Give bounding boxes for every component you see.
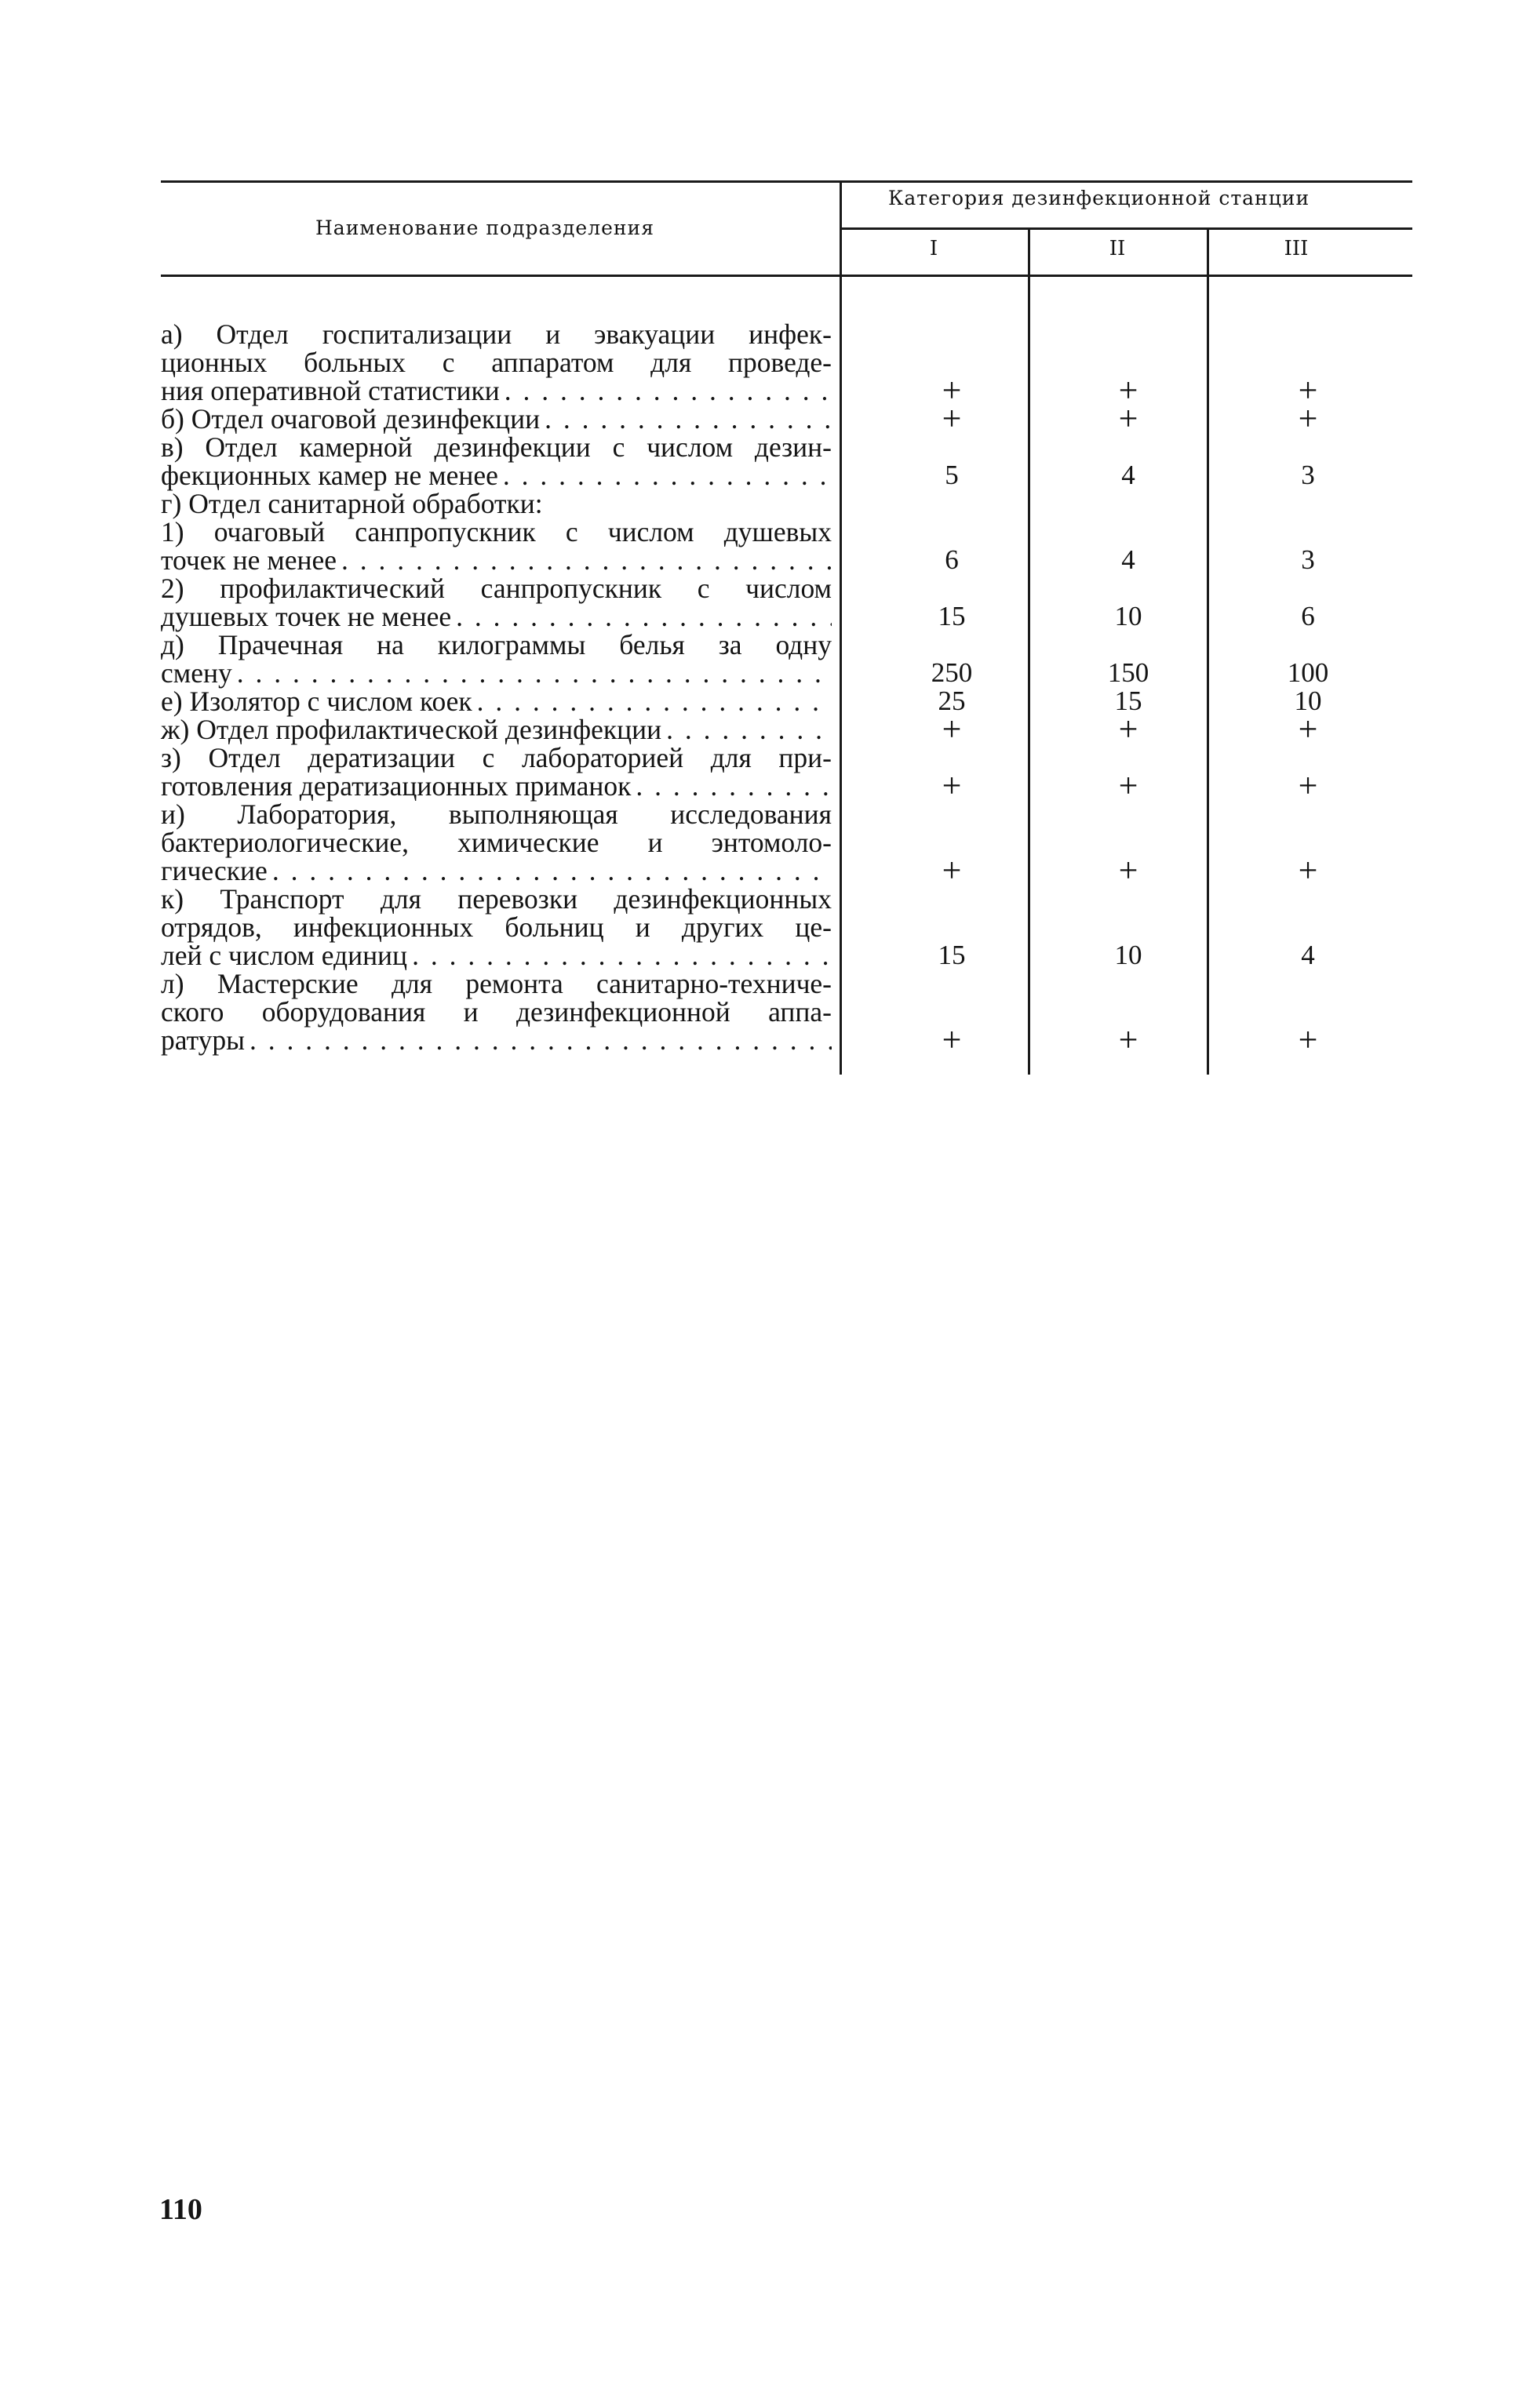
row-label-line	[161, 489, 832, 518]
table-row	[161, 742, 1416, 805]
row-label-line	[161, 348, 832, 376]
row-label-line	[161, 574, 832, 602]
row-label-text: лей с числом единиц	[161, 940, 408, 971]
row-label-line	[161, 828, 832, 857]
row-label	[161, 489, 832, 518]
row-label-text: з) Отдел дератизации с лабораторией для при-	[161, 742, 832, 773]
category-1-value: 5	[945, 460, 959, 490]
row-label-text: точек не менее	[161, 544, 337, 576]
row-values	[161, 851, 1416, 889]
table-row	[161, 433, 1416, 489]
row-label-text: готовления дератизационных приманок	[161, 770, 632, 802]
category-1-value: +	[942, 399, 962, 438]
row-label-text: д) Прачечная на килограммы белья за одну	[161, 629, 832, 660]
category-1-value: 15	[938, 601, 966, 631]
table-row	[161, 399, 1416, 438]
page-number: 110	[159, 2193, 202, 2226]
row-values	[161, 710, 1416, 748]
category-3-value: 3	[1301, 544, 1315, 575]
row-label-line	[161, 998, 832, 1026]
category-2-value: 15	[1114, 686, 1142, 716]
category-2-value: 10	[1114, 940, 1142, 970]
category-1-value: 25	[938, 686, 966, 716]
category-2-value: +	[1118, 1020, 1138, 1059]
category-1-value: +	[942, 710, 962, 748]
category-2-value: 4	[1121, 460, 1135, 490]
row-values	[161, 399, 1416, 438]
category-2-value: 10	[1114, 601, 1142, 631]
row-label-text: г) Отдел санитарной обработки:	[161, 488, 543, 519]
column-header-name: Наименование подразделения	[315, 216, 654, 239]
row-label-text: отрядов, инфекционных больниц и других це-	[161, 911, 832, 943]
table-row	[161, 574, 1416, 631]
row-values	[161, 687, 1416, 715]
row-label-line	[161, 631, 832, 659]
category-2-value: +	[1118, 766, 1138, 805]
category-3-value: 4	[1301, 940, 1315, 970]
category-3-value: +	[1298, 371, 1318, 409]
table-row	[161, 518, 1416, 574]
row-label-text: и) Лаборатория, выполняющая исследования	[161, 798, 832, 830]
category-3-value: +	[1298, 710, 1318, 748]
row-label-text: ния оперативной статистики	[161, 375, 500, 406]
row-label-text: гические	[161, 855, 268, 886]
row-label-text: душевых точек не менее	[161, 601, 452, 632]
category-header-3: III	[1284, 237, 1309, 260]
table-row	[161, 318, 1416, 409]
row-label-line	[161, 518, 832, 546]
category-1-value: +	[942, 371, 962, 409]
category-2-value: +	[1118, 399, 1138, 438]
category-1-value: 6	[945, 544, 959, 575]
category-3-value: +	[1298, 399, 1318, 438]
row-label-line	[161, 800, 832, 828]
row-label-text: е) Изолятор с числом коек	[161, 686, 472, 717]
row-label-line	[161, 320, 832, 348]
row-values	[161, 602, 1416, 631]
category-1-value: 250	[931, 657, 973, 688]
row-label-text: 2) профилактический санпропускник с числом	[161, 573, 832, 604]
category-3-value: 3	[1301, 460, 1315, 490]
row-label-text: б) Отдел очаговой дезинфекции	[161, 403, 541, 435]
category-3-value: +	[1298, 851, 1318, 889]
category-3-value: +	[1298, 766, 1318, 805]
table-row	[161, 631, 1416, 687]
category-2-value: +	[1118, 371, 1138, 409]
row-label-text: ратуры	[161, 1024, 245, 1056]
table-row	[161, 885, 1416, 969]
row-label-text: смену	[161, 657, 232, 689]
table-row	[161, 710, 1416, 748]
row-label-line	[161, 744, 832, 772]
category-2-value: +	[1118, 851, 1138, 889]
row-label-text: фекционных камер не менее	[161, 460, 498, 491]
row-label-line	[161, 913, 832, 941]
row-label-text: к) Транспорт для перевозки дезинфекционных	[161, 883, 832, 915]
table-row	[161, 968, 1416, 1059]
category-1-value: +	[942, 851, 962, 889]
table-row	[161, 489, 1416, 518]
row-label-text: 1) очаговый санпропускник с числом душевых	[161, 516, 832, 547]
row-label-text: бактериологические, химические и энтомоло-	[161, 827, 832, 858]
category-1-value: +	[942, 1020, 962, 1059]
row-values	[161, 461, 1416, 489]
row-values	[161, 766, 1416, 805]
category-2-value: +	[1118, 710, 1138, 748]
category-2-value: 150	[1107, 657, 1149, 688]
header-bottom-rule	[161, 275, 1412, 277]
category-3-value: 10	[1294, 686, 1322, 716]
row-label-line	[161, 969, 832, 998]
row-values	[161, 1020, 1416, 1059]
category-header-rule	[840, 227, 1412, 230]
category-2-value: 4	[1121, 544, 1135, 575]
category-header-1: I	[929, 237, 938, 260]
category-3-value: 6	[1301, 601, 1315, 631]
row-label-text: ж) Отдел профилактической дезинфекции	[161, 714, 662, 745]
category-1-value: +	[942, 766, 962, 805]
row-label-text: в) Отдел камерной дезинфекции с числом дезин-	[161, 431, 832, 463]
row-values	[161, 546, 1416, 574]
row-values	[161, 371, 1416, 409]
table-top-rule	[161, 180, 1412, 183]
table-body	[161, 318, 1416, 1059]
row-label-line	[161, 885, 832, 913]
category-header-2: II	[1109, 237, 1126, 260]
row-label-line	[161, 433, 832, 461]
category-1-value: 15	[938, 940, 966, 970]
table-row	[161, 798, 1416, 889]
row-values	[161, 659, 1416, 687]
table-row	[161, 687, 1416, 715]
group-header-category: Категория дезинфекционной станции	[888, 187, 1310, 209]
category-3-value: 100	[1287, 657, 1329, 688]
row-label-text: ционных больных с аппаратом для проведе-	[161, 347, 832, 378]
row-label-text: а) Отдел госпитализации и эвакуации инфек-	[161, 318, 832, 350]
category-3-value: +	[1298, 1020, 1318, 1059]
row-label-text: ского оборудования и дезинфекционной аппа-	[161, 996, 832, 1028]
row-values	[161, 941, 1416, 969]
row-label-text: л) Мастерские для ремонта санитарно-техниче-	[161, 968, 832, 999]
